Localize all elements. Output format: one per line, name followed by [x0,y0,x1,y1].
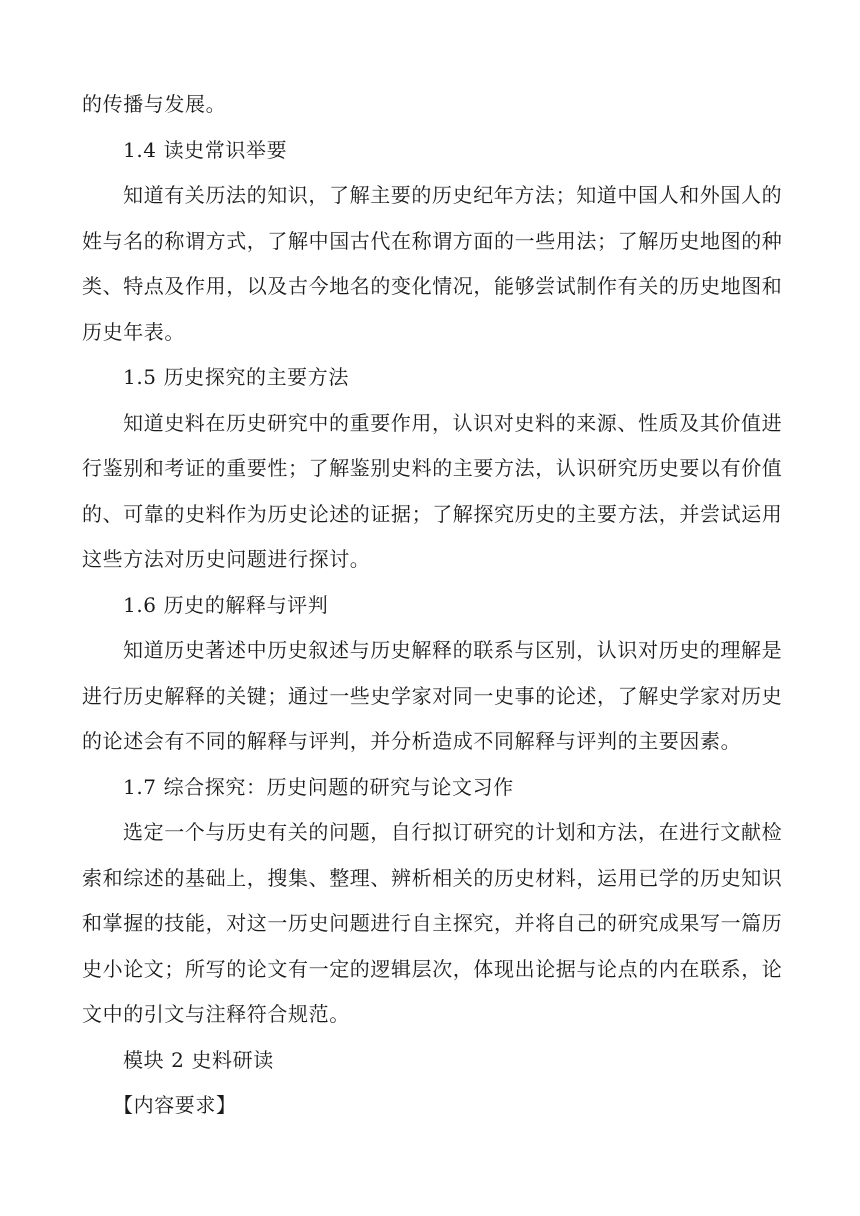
section-heading: 1.5 历史探究的主要方法 [123,365,349,389]
text-line: 的传播与发展。 [82,92,227,116]
text-line: 这些方法对历史问题进行探讨。 [82,547,371,571]
section-heading: 1.6 历史的解释与评判 [123,592,329,617]
content-requirements-heading: 【内容要求】 [113,1093,237,1117]
text-line: 知道有关历法的知识，了解主要的历史纪年方法；知道中国人和外国人的 [123,183,783,207]
text-line: 选定一个与历史有关的问题，自行拟订研究的计划和方法，在进行文献检 [123,820,783,844]
section-heading: 1.4 读史常识举要 [123,137,288,162]
text-line: 史小论文；所写的论文有一定的逻辑层次，体现出论据与论点的内在联系，论 [82,956,783,981]
section-heading: 1.7 综合探究：历史问题的研究与论文习作 [123,774,514,799]
text-line: 姓与名的称谓方式，了解中国古代在称谓方面的一些用法；了解历史地图的种 [82,228,783,253]
text-line: 知道史料在历史研究中的重要作用，认识对史料的来源、性质及其价值进 [123,410,783,435]
text-line: 的论述会有不同的解释与评判，并分析造成不同解释与评判的主要因素。 [82,729,742,753]
document-page [82,82,782,1129]
text-line: 索和综述的基础上，搜集、整理、辨析相关的历史材料，运用已学的历史知识 [82,865,783,890]
text-line: 的、可靠的史料作为历史论述的证据；了解探究历史的主要方法，并尝试运用 [82,501,783,526]
text-line: 文中的引文与注释符合规范。 [82,1002,350,1026]
module-heading: 模块 2 史料研读 [123,1047,274,1072]
text-line: 类、特点及作用，以及古今地名的变化情况，能够尝试制作有关的历史地图和 [82,274,783,298]
text-line: 历史年表。 [82,319,185,344]
text-line: 和掌握的技能，对这一历史问题进行自主探究，并将自己的研究成果写一篇历 [82,911,783,935]
text-line: 知道历史著述中历史叙述与历史解释的联系与区别，认识对历史的理解是 [123,638,783,662]
text-line: 行鉴别和考证的重要性；了解鉴别史料的主要方法，认识研究历史要以有价值 [82,456,783,480]
text-line: 进行历史解释的关键；通过一些史学家对同一史事的论述，了解史学家对历史 [82,683,783,708]
